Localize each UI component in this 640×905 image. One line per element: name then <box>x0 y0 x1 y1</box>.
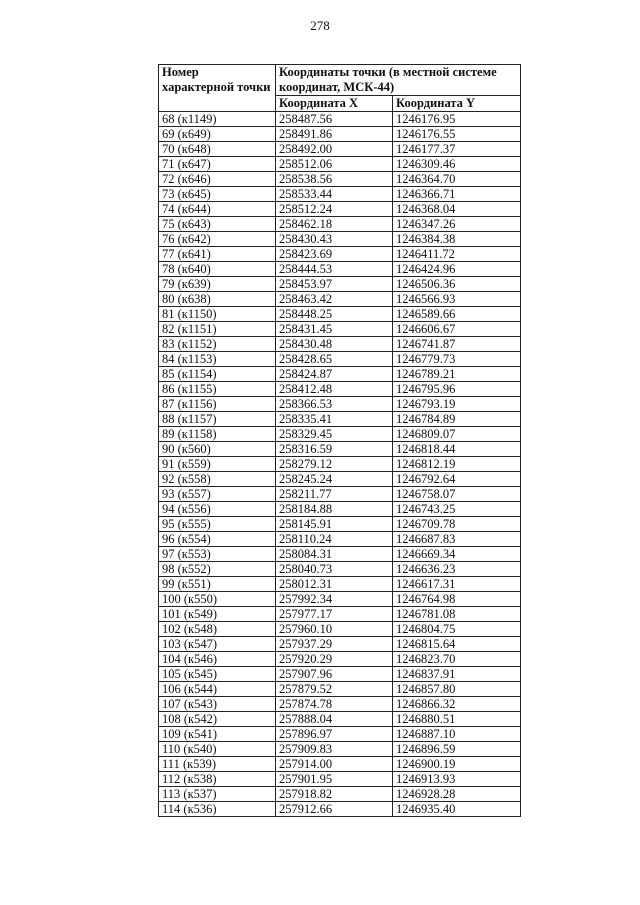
coord-y-cell: 1246784.89 <box>393 412 521 427</box>
coord-x-cell: 258491.86 <box>276 127 393 142</box>
point-number-cell: 94 (к556) <box>159 502 276 517</box>
table-row <box>159 697 521 712</box>
table-row <box>159 577 521 592</box>
coord-x-cell: 257918.82 <box>276 787 393 802</box>
point-number-cell: 75 (к643) <box>159 217 276 232</box>
coord-y-cell: 1246837.91 <box>393 667 521 682</box>
coord-x-cell: 257879.52 <box>276 682 393 697</box>
coord-x-cell: 258424.87 <box>276 367 393 382</box>
header-coordinates: Координаты точки (в местной системе координат, МСК-44) <box>276 65 521 96</box>
coord-x-cell: 258412.48 <box>276 382 393 397</box>
coord-x-cell: 258538.56 <box>276 172 393 187</box>
point-number-cell: 79 (к639) <box>159 277 276 292</box>
coord-x-cell: 258512.24 <box>276 202 393 217</box>
table-row <box>159 487 521 502</box>
point-number-cell: 83 (к1152) <box>159 337 276 352</box>
point-number-cell: 109 (к541) <box>159 727 276 742</box>
point-number-cell: 104 (к546) <box>159 652 276 667</box>
coord-y-cell: 1246793.19 <box>393 397 521 412</box>
table-body <box>159 112 521 817</box>
table-row <box>159 202 521 217</box>
point-number-cell: 111 (к539) <box>159 757 276 772</box>
coord-x-cell: 257874.78 <box>276 697 393 712</box>
coord-x-cell: 257960.10 <box>276 622 393 637</box>
point-number-cell: 107 (к543) <box>159 697 276 712</box>
table-row <box>159 757 521 772</box>
coord-y-cell: 1246795.96 <box>393 382 521 397</box>
coord-y-cell: 1246366.71 <box>393 187 521 202</box>
point-number-cell: 86 (к1155) <box>159 382 276 397</box>
coord-y-cell: 1246384.38 <box>393 232 521 247</box>
coord-y-cell: 1246709.78 <box>393 517 521 532</box>
point-number-cell: 97 (к553) <box>159 547 276 562</box>
coord-y-cell: 1246792.64 <box>393 472 521 487</box>
table-row <box>159 502 521 517</box>
coord-x-cell: 258463.42 <box>276 292 393 307</box>
table-row <box>159 142 521 157</box>
coord-x-cell: 258444.53 <box>276 262 393 277</box>
point-number-cell: 105 (к545) <box>159 667 276 682</box>
coord-x-cell: 257896.97 <box>276 727 393 742</box>
table-row <box>159 562 521 577</box>
table-row <box>159 472 521 487</box>
coord-x-cell: 258084.31 <box>276 547 393 562</box>
coord-y-cell: 1246669.34 <box>393 547 521 562</box>
point-number-cell: 98 (к552) <box>159 562 276 577</box>
coord-y-cell: 1246741.87 <box>393 337 521 352</box>
table-row <box>159 157 521 172</box>
point-number-cell: 85 (к1154) <box>159 367 276 382</box>
coord-y-cell: 1246636.23 <box>393 562 521 577</box>
coord-x-cell: 258145.91 <box>276 517 393 532</box>
coord-y-cell: 1246804.75 <box>393 622 521 637</box>
coord-y-cell: 1246809.07 <box>393 427 521 442</box>
coord-y-cell: 1246176.95 <box>393 112 521 127</box>
table-row <box>159 427 521 442</box>
coord-y-cell: 1246743.25 <box>393 502 521 517</box>
coord-x-cell: 258245.24 <box>276 472 393 487</box>
coord-x-cell: 258428.65 <box>276 352 393 367</box>
coord-x-cell: 257901.95 <box>276 772 393 787</box>
table-row <box>159 172 521 187</box>
coord-x-cell: 258040.73 <box>276 562 393 577</box>
coord-y-cell: 1246506.36 <box>393 277 521 292</box>
coord-y-cell: 1246779.73 <box>393 352 521 367</box>
coord-y-cell: 1246758.07 <box>393 487 521 502</box>
point-number-cell: 93 (к557) <box>159 487 276 502</box>
table-row <box>159 532 521 547</box>
coord-x-cell: 258430.43 <box>276 232 393 247</box>
table-row <box>159 547 521 562</box>
coord-x-cell: 258110.24 <box>276 532 393 547</box>
table-row <box>159 127 521 142</box>
header-y: Координата Y <box>393 96 521 112</box>
coord-x-cell: 257920.29 <box>276 652 393 667</box>
table-row <box>159 247 521 262</box>
coord-x-cell: 257992.34 <box>276 592 393 607</box>
point-number-cell: 80 (к638) <box>159 292 276 307</box>
coord-y-cell: 1246687.83 <box>393 532 521 547</box>
coord-x-cell: 258329.45 <box>276 427 393 442</box>
table-row <box>159 802 521 817</box>
coord-y-cell: 1246880.51 <box>393 712 521 727</box>
table-row <box>159 217 521 232</box>
table-row <box>159 682 521 697</box>
table-row <box>159 412 521 427</box>
coord-x-cell: 258184.88 <box>276 502 393 517</box>
coord-x-cell: 258492.00 <box>276 142 393 157</box>
table-row <box>159 517 521 532</box>
table-row <box>159 187 521 202</box>
point-number-cell: 84 (к1153) <box>159 352 276 367</box>
point-number-cell: 76 (к642) <box>159 232 276 247</box>
coord-y-cell: 1246815.64 <box>393 637 521 652</box>
point-number-cell: 89 (к1158) <box>159 427 276 442</box>
table-row <box>159 652 521 667</box>
table-row <box>159 622 521 637</box>
coord-x-cell: 258366.53 <box>276 397 393 412</box>
coord-y-cell: 1246823.70 <box>393 652 521 667</box>
coord-x-cell: 257977.17 <box>276 607 393 622</box>
coord-y-cell: 1246424.96 <box>393 262 521 277</box>
table-row <box>159 397 521 412</box>
coord-y-cell: 1246857.80 <box>393 682 521 697</box>
table-row <box>159 352 521 367</box>
coord-y-cell: 1246781.08 <box>393 607 521 622</box>
coord-y-cell: 1246913.93 <box>393 772 521 787</box>
table-row <box>159 337 521 352</box>
coord-y-cell: 1246789.21 <box>393 367 521 382</box>
coord-x-cell: 258448.25 <box>276 307 393 322</box>
point-number-cell: 96 (к554) <box>159 532 276 547</box>
point-number-cell: 112 (к538) <box>159 772 276 787</box>
coord-x-cell: 258453.97 <box>276 277 393 292</box>
header-x: Координата X <box>276 96 393 112</box>
table-row <box>159 637 521 652</box>
point-number-cell: 78 (к640) <box>159 262 276 277</box>
coord-x-cell: 258423.69 <box>276 247 393 262</box>
table-row <box>159 367 521 382</box>
coordinates-table <box>158 64 521 817</box>
coord-y-cell: 1246818.44 <box>393 442 521 457</box>
table-row <box>159 712 521 727</box>
coord-y-cell: 1246309.46 <box>393 157 521 172</box>
coord-x-cell: 258430.48 <box>276 337 393 352</box>
coord-y-cell: 1246566.93 <box>393 292 521 307</box>
table-row <box>159 112 521 127</box>
point-number-cell: 70 (к648) <box>159 142 276 157</box>
point-number-cell: 101 (к549) <box>159 607 276 622</box>
point-number-cell: 77 (к641) <box>159 247 276 262</box>
page-number: 278 <box>310 18 330 33</box>
coord-x-cell: 258487.56 <box>276 112 393 127</box>
coord-x-cell: 258431.45 <box>276 322 393 337</box>
point-number-cell: 82 (к1151) <box>159 322 276 337</box>
table-row <box>159 787 521 802</box>
coord-y-cell: 1246928.28 <box>393 787 521 802</box>
coord-y-cell: 1246866.32 <box>393 697 521 712</box>
point-number-cell: 92 (к558) <box>159 472 276 487</box>
coord-y-cell: 1246606.67 <box>393 322 521 337</box>
point-number-cell: 87 (к1156) <box>159 397 276 412</box>
coord-y-cell: 1246177.37 <box>393 142 521 157</box>
header-point-number: Номер характерной точки <box>159 65 276 112</box>
coord-x-cell: 257914.00 <box>276 757 393 772</box>
table-row <box>159 607 521 622</box>
coord-x-cell: 258211.77 <box>276 487 393 502</box>
point-number-cell: 99 (к551) <box>159 577 276 592</box>
coord-y-cell: 1246900.19 <box>393 757 521 772</box>
table-row <box>159 727 521 742</box>
table-row <box>159 457 521 472</box>
coord-y-cell: 1246764.98 <box>393 592 521 607</box>
point-number-cell: 71 (к647) <box>159 157 276 172</box>
table-row <box>159 322 521 337</box>
table-row <box>159 742 521 757</box>
point-number-cell: 95 (к555) <box>159 517 276 532</box>
coord-x-cell: 257912.66 <box>276 802 393 817</box>
coord-y-cell: 1246896.59 <box>393 742 521 757</box>
coord-y-cell: 1246812.19 <box>393 457 521 472</box>
point-number-cell: 69 (к649) <box>159 127 276 142</box>
point-number-cell: 74 (к644) <box>159 202 276 217</box>
point-number-cell: 114 (к536) <box>159 802 276 817</box>
point-number-cell: 88 (к1157) <box>159 412 276 427</box>
point-number-cell: 110 (к540) <box>159 742 276 757</box>
table-row <box>159 667 521 682</box>
point-number-cell: 100 (к550) <box>159 592 276 607</box>
coord-y-cell: 1246364.70 <box>393 172 521 187</box>
table-row <box>159 262 521 277</box>
table-row <box>159 382 521 397</box>
coord-x-cell: 257937.29 <box>276 637 393 652</box>
coord-y-cell: 1246935.40 <box>393 802 521 817</box>
table-row <box>159 592 521 607</box>
point-number-cell: 102 (к548) <box>159 622 276 637</box>
point-number-cell: 90 (к560) <box>159 442 276 457</box>
point-number-cell: 72 (к646) <box>159 172 276 187</box>
coord-x-cell: 258279.12 <box>276 457 393 472</box>
table-row <box>159 232 521 247</box>
point-number-cell: 81 (к1150) <box>159 307 276 322</box>
coord-x-cell: 258512.06 <box>276 157 393 172</box>
coord-x-cell: 258335.41 <box>276 412 393 427</box>
coord-y-cell: 1246411.72 <box>393 247 521 262</box>
coord-x-cell: 258533.44 <box>276 187 393 202</box>
coord-y-cell: 1246589.66 <box>393 307 521 322</box>
point-number-cell: 73 (к645) <box>159 187 276 202</box>
point-number-cell: 103 (к547) <box>159 637 276 652</box>
coord-y-cell: 1246617.31 <box>393 577 521 592</box>
coord-x-cell: 257907.96 <box>276 667 393 682</box>
point-number-cell: 106 (к544) <box>159 682 276 697</box>
table-row <box>159 277 521 292</box>
coord-x-cell: 258012.31 <box>276 577 393 592</box>
coord-y-cell: 1246368.04 <box>393 202 521 217</box>
coord-x-cell: 257888.04 <box>276 712 393 727</box>
coord-x-cell: 258316.59 <box>276 442 393 457</box>
table-row <box>159 292 521 307</box>
coord-y-cell: 1246347.26 <box>393 217 521 232</box>
point-number-cell: 108 (к542) <box>159 712 276 727</box>
point-number-cell: 68 (к1149) <box>159 112 276 127</box>
coord-y-cell: 1246176.55 <box>393 127 521 142</box>
table-row <box>159 307 521 322</box>
coord-y-cell: 1246887.10 <box>393 727 521 742</box>
point-number-cell: 113 (к537) <box>159 787 276 802</box>
point-number-cell: 91 (к559) <box>159 457 276 472</box>
table-row <box>159 772 521 787</box>
coord-x-cell: 257909.83 <box>276 742 393 757</box>
table-row <box>159 442 521 457</box>
coord-x-cell: 258462.18 <box>276 217 393 232</box>
